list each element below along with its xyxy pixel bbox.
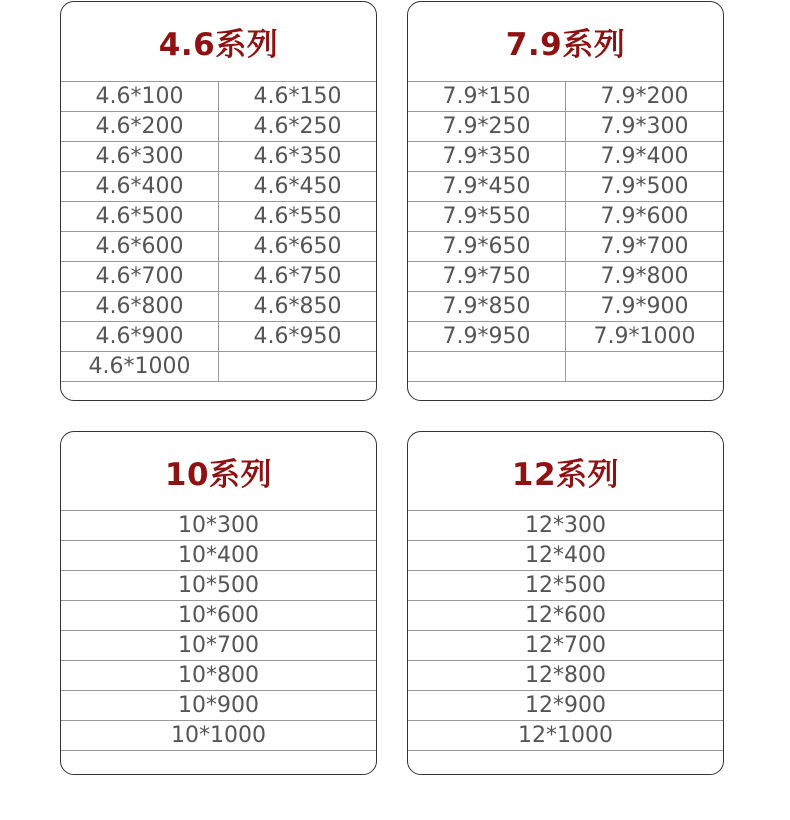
size-cell: 10*800	[178, 663, 259, 688]
size-cell: 4.6*100	[61, 82, 219, 111]
size-cell: 4.6*650	[253, 234, 342, 259]
size-cell: 7.9*250	[408, 112, 566, 141]
table-row	[61, 292, 376, 322]
size-cell: 12*700	[525, 633, 606, 658]
size-cell: 7.9*200	[600, 84, 689, 109]
table-row	[61, 601, 376, 631]
size-cell: 7.9*350	[408, 142, 566, 171]
size-cell: 10*600	[178, 603, 259, 628]
size-cell: 7.9*450	[408, 172, 566, 201]
size-cell: 7.9*650	[408, 232, 566, 261]
table-row	[408, 601, 723, 631]
table-row	[408, 262, 723, 292]
size-table	[408, 511, 723, 775]
table-row	[408, 541, 723, 571]
table-row	[61, 571, 376, 601]
size-cell: 7.9*950	[408, 322, 566, 351]
size-cell: 4.6*550	[253, 204, 342, 229]
size-cell: 7.9*600	[600, 204, 689, 229]
size-cell: 7.9*850	[408, 292, 566, 321]
size-cell: 10*400	[178, 543, 259, 568]
size-cell: 4.6*300	[61, 142, 219, 171]
size-cell	[566, 352, 723, 381]
series-title: 12系列	[408, 432, 723, 511]
size-table	[408, 82, 723, 382]
size-cell: 7.9*800	[600, 264, 689, 289]
table-row	[61, 721, 376, 751]
series-title: 7.9系列	[408, 2, 723, 82]
size-cell: 4.6*400	[61, 172, 219, 201]
table-row	[61, 691, 376, 721]
size-cell: 4.6*150	[253, 84, 342, 109]
table-row	[61, 541, 376, 571]
table-row	[408, 232, 723, 262]
table-row	[61, 112, 376, 142]
table-row	[61, 751, 376, 775]
size-cell: 4.6*200	[61, 112, 219, 141]
table-row	[408, 751, 723, 775]
size-cell: 10*1000	[171, 723, 266, 748]
table-row	[408, 112, 723, 142]
size-cell: 4.6*800	[61, 292, 219, 321]
table-row	[408, 691, 723, 721]
size-cell: 7.9*550	[408, 202, 566, 231]
size-cell: 4.6*350	[253, 144, 342, 169]
size-cell: 10*500	[178, 573, 259, 598]
size-cell: 10*900	[178, 693, 259, 718]
series-card-10	[60, 431, 377, 775]
size-cell: 4.6*950	[253, 324, 342, 349]
size-cell: 12*500	[525, 573, 606, 598]
table-row	[61, 232, 376, 262]
table-row	[61, 142, 376, 172]
table-row	[61, 631, 376, 661]
size-cell: 7.9*1000	[593, 324, 696, 349]
size-cell: 12*900	[525, 693, 606, 718]
series-title: 10系列	[61, 432, 376, 511]
size-cell: 4.6*500	[61, 202, 219, 231]
table-row	[408, 352, 723, 382]
table-row	[408, 142, 723, 172]
size-cell: 12*1000	[518, 723, 613, 748]
table-row	[61, 82, 376, 112]
table-row	[408, 172, 723, 202]
table-row	[408, 82, 723, 112]
size-cell: 12*400	[525, 543, 606, 568]
size-cell: 12*300	[525, 513, 606, 538]
series-card-12	[407, 431, 724, 775]
size-table	[61, 82, 376, 382]
table-row	[61, 661, 376, 691]
size-cell: 4.6*250	[253, 114, 342, 139]
table-row	[408, 511, 723, 541]
table-row	[408, 322, 723, 352]
size-cell: 7.9*750	[408, 262, 566, 291]
size-cell: 4.6*600	[61, 232, 219, 261]
table-row	[408, 661, 723, 691]
table-row	[408, 721, 723, 751]
size-cell	[408, 352, 566, 381]
table-row	[61, 352, 376, 382]
size-cell: 12*800	[525, 663, 606, 688]
size-cell	[61, 751, 376, 775]
size-cell	[219, 352, 376, 381]
size-cell: 10*300	[178, 513, 259, 538]
table-row	[61, 322, 376, 352]
size-cell: 4.6*700	[61, 262, 219, 291]
table-row	[61, 511, 376, 541]
size-cell: 7.9*500	[600, 174, 689, 199]
table-row	[408, 202, 723, 232]
size-cell: 4.6*850	[253, 294, 342, 319]
size-cell: 4.6*1000	[61, 352, 219, 381]
size-cell	[408, 751, 723, 775]
size-cell: 4.6*900	[61, 322, 219, 351]
size-cell: 7.9*300	[600, 114, 689, 139]
size-cell: 7.9*700	[600, 234, 689, 259]
size-cell: 4.6*750	[253, 264, 342, 289]
table-row	[61, 172, 376, 202]
table-row	[408, 292, 723, 322]
table-row	[61, 262, 376, 292]
size-cell: 10*700	[178, 633, 259, 658]
size-cell: 7.9*400	[600, 144, 689, 169]
size-cell: 4.6*450	[253, 174, 342, 199]
size-cell: 7.9*900	[600, 294, 689, 319]
table-row	[408, 571, 723, 601]
size-table	[61, 511, 376, 775]
series-title: 4.6系列	[61, 2, 376, 82]
table-row	[408, 631, 723, 661]
series-card-7-9	[407, 1, 724, 401]
table-row	[61, 202, 376, 232]
series-card-4-6	[60, 1, 377, 401]
size-cell: 7.9*150	[408, 82, 566, 111]
size-cell: 12*600	[525, 603, 606, 628]
